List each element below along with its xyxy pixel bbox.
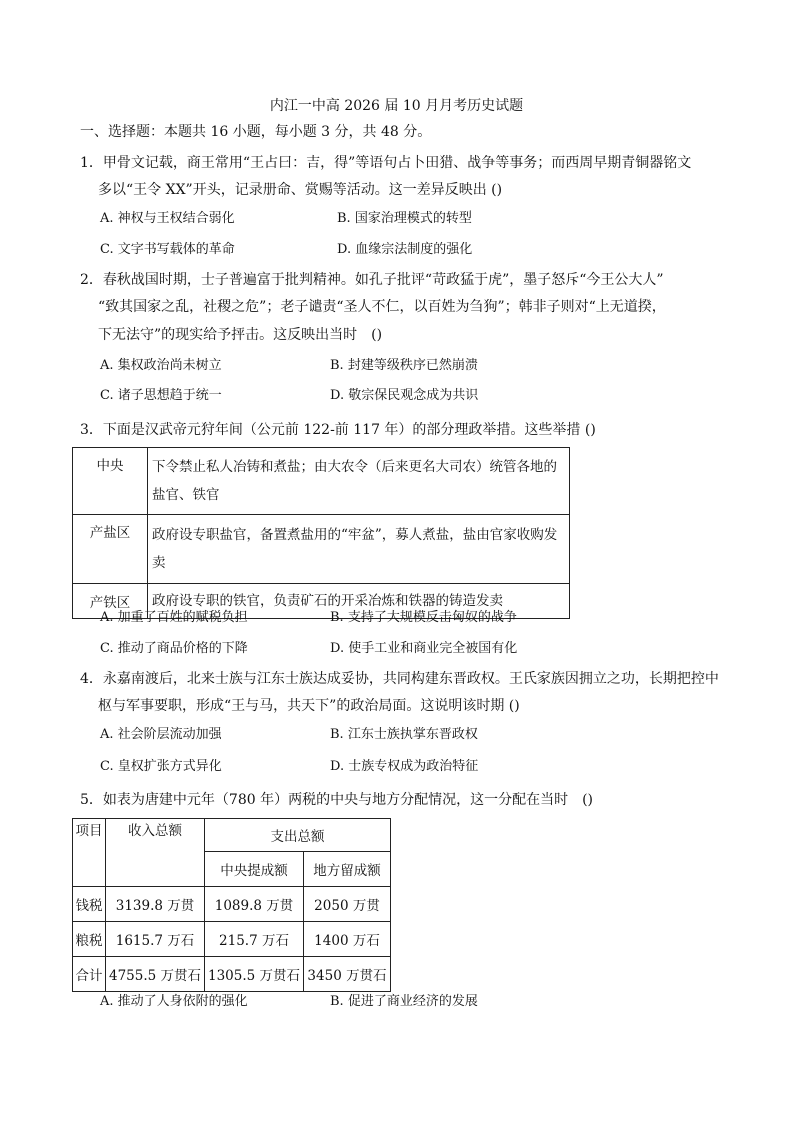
cell-local: 2050 万贯 — [304, 887, 391, 922]
q1-option-d[interactable]: D. 血缘宗法制度的强化 — [337, 242, 473, 257]
table-cell-key: 产盐区 — [73, 515, 148, 584]
q1-option-b[interactable]: B. 国家治理模式的转型 — [337, 211, 472, 226]
q3-option-b[interactable]: B. 支持了大规模反击匈奴的战争 — [330, 610, 517, 625]
header-expense: 支出总额 — [205, 819, 391, 852]
cell-central: 215.7 万石 — [205, 922, 304, 957]
q1-stem-line1: 1．甲骨文记载，商王常用“王占曰：吉，得”等语句占卜田猎、战争等事务；而西周早期青铜器铭文 — [80, 155, 692, 171]
q3-option-c[interactable]: C. 推动了商品价格的下降 — [100, 641, 248, 656]
q5-option-a[interactable]: A. 推动了人身依附的强化 — [100, 994, 248, 1009]
page-title: 内江一中高 2026 届 10 月月考历史试题 — [269, 98, 524, 114]
table-row — [73, 922, 391, 957]
header-income: 收入总额 — [106, 819, 205, 887]
q5-option-b[interactable]: B. 促进了商业经济的发展 — [330, 994, 478, 1009]
table-cell-value: 下令禁止私人冶铸和煮盐；由大农令（后来更名大司农）统管各地的盐官、铁官 — [148, 448, 570, 515]
q4-option-d[interactable]: D. 士族专权成为政治特征 — [330, 759, 479, 774]
table-header-row — [73, 819, 391, 852]
q2-option-b[interactable]: B. 封建等级秩序已然崩溃 — [330, 358, 478, 373]
header-local: 地方留成额 — [304, 852, 391, 887]
cell-local: 3450 万贯石 — [304, 957, 391, 992]
q4-stem-line1: 4．永嘉南渡后，北来士族与江东士族达成妥协，共同构建东晋政权。王氏家族因拥立之功，长期把控中 — [80, 671, 719, 687]
q4-option-c[interactable]: C. 皇权扩张方式异化 — [100, 759, 222, 774]
cell-income: 4755.5 万贯石 — [106, 957, 205, 992]
table-cell-value: 政府设专职盐官，备置煮盐用的“牢盆”，募人煮盐，盐由官家收购发卖 — [148, 515, 570, 584]
q1-stem-line2: 多以“王令 XX”开头，记录册命、赏赐等活动。这一差异反映出 () — [98, 182, 503, 198]
cell-income: 1615.7 万石 — [106, 922, 205, 957]
q2-stem-line3: 下无法守”的现实给予抨击。这反映出当时 () — [98, 327, 383, 343]
header-item: 项目 — [73, 819, 106, 887]
table-row — [73, 887, 391, 922]
q2-option-c[interactable]: C. 诸子思想趋于统一 — [100, 388, 222, 403]
header-central: 中央提成额 — [205, 852, 304, 887]
table-row — [73, 515, 570, 584]
q5-tax-table — [72, 818, 391, 992]
q3-option-a[interactable]: A. 加重了百姓的赋税负担 — [100, 610, 248, 625]
q4-option-b[interactable]: B. 江东士族执掌东晋政权 — [330, 727, 478, 742]
q3-stem: 3．下面是汉武帝元狩年间（公元前 122-前 117 年）的部分理政举措。这些举措 () — [80, 422, 596, 438]
cell-central: 1305.5 万贯石 — [205, 957, 304, 992]
table-cell-key: 产铁区 — [73, 584, 148, 619]
q1-option-c[interactable]: C. 文字书写载体的革命 — [100, 242, 235, 257]
q5-stem: 5．如表为唐建中元年（780 年）两税的中央与地方分配情况，这一分配在当时 () — [80, 792, 594, 808]
q2-option-a[interactable]: A. 集权政治尚未树立 — [100, 358, 222, 373]
q3-policy-table — [72, 447, 570, 619]
table-cell-key: 中央 — [73, 448, 148, 515]
q2-stem-line1: 2．春秋战国时期，士子普遍富于批判精神。如孔子批评“苛政猛于虎”，墨子怒斥“今王公大人” — [80, 272, 664, 288]
q2-stem-line2: “致其国家之乱，社稷之危”；老子谴责“圣人不仁，以百姓为刍狗”；韩非子则对“上无道揆， — [98, 299, 666, 315]
table-row — [73, 957, 391, 992]
cell-local: 1400 万石 — [304, 922, 391, 957]
q1-option-a[interactable]: A. 神权与王权结合弱化 — [100, 211, 235, 226]
section-heading: 一、选择题：本题共 16 小题，每小题 3 分，共 48 分。 — [80, 124, 432, 140]
table-cell-value: 政府设专职的铁官，负责矿石的开采冶炼和铁器的铸造发卖 — [148, 584, 570, 619]
cell-central: 1089.8 万贯 — [205, 887, 304, 922]
q4-option-a[interactable]: A. 社会阶层流动加强 — [100, 727, 222, 742]
cell-income: 3139.8 万贯 — [106, 887, 205, 922]
q4-stem-line2: 枢与军事要职，形成“王与马，共天下”的政治局面。这说明该时期 () — [98, 698, 520, 714]
table-row — [73, 448, 570, 515]
q2-option-d[interactable]: D. 敬宗保民观念成为共识 — [330, 388, 479, 403]
row-label: 粮税 — [73, 922, 106, 957]
row-label: 钱税 — [73, 887, 106, 922]
q3-option-d[interactable]: D. 使手工业和商业完全被国有化 — [330, 641, 518, 656]
row-label: 合计 — [73, 957, 106, 992]
